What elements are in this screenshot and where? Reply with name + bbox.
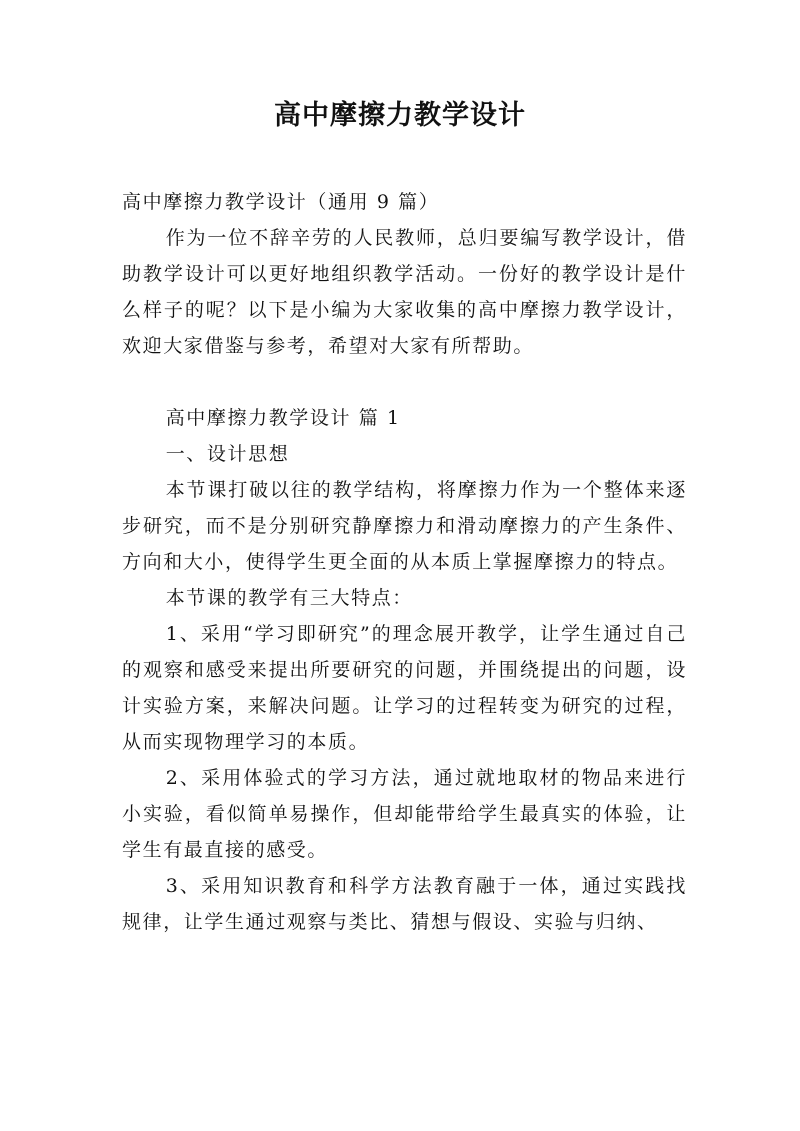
- paragraph-spacer: [122, 364, 687, 400]
- intro-paragraph: 作为一位不辞辛劳的人民教师，总归要编写教学设计，借助教学设计可以更好地组织教学活动。一份好的教学设计是什么样子的呢？以下是小编为大家收集的高中摩擦力教学设计，欢迎大家借鉴与参考，希望对大家有所帮助。: [122, 227, 687, 357]
- body-paragraph-2: 本节课的教学有三大特点：: [165, 587, 413, 609]
- document-body: [122, 184, 687, 940]
- subsection-heading: 一、设计思想: [165, 443, 290, 465]
- document-title: 高中摩擦力教学设计: [274, 100, 526, 131]
- body-paragraph-3: 1、采用“学习即研究”的理念展开教学，让学生通过自己的观察和感受来提出所要研究的问题，并围绕提出的问题，设计实验方案，来解决问题。让学习的过程转变为研究的过程，从而实现物理学习的本质。: [122, 623, 687, 753]
- body-paragraph-5: 3、采用知识教育和科学方法教育融于一体，通过实践找规律，让学生通过观察与类比、猜想与假设、实验与归纳、: [122, 875, 687, 933]
- body-paragraph-1: 本节课打破以往的教学结构，将摩擦力作为一个整体来逐步研究，而不是分别研究静摩擦力和滑动摩擦力的产生条件、方向和大小，使得学生更全面的从本质上掌握摩擦力的特点。: [122, 479, 687, 573]
- body-paragraph-4: 2、采用体验式的学习方法，通过就地取材的物品来进行小实验，看似简单易操作，但却能带给学生最真实的体验，让学生有最直接的感受。: [122, 767, 687, 861]
- section-heading: 高中摩擦力教学设计 篇 1: [165, 407, 401, 429]
- document-subtitle: 高中摩擦力教学设计（通用 9 篇）: [122, 191, 440, 213]
